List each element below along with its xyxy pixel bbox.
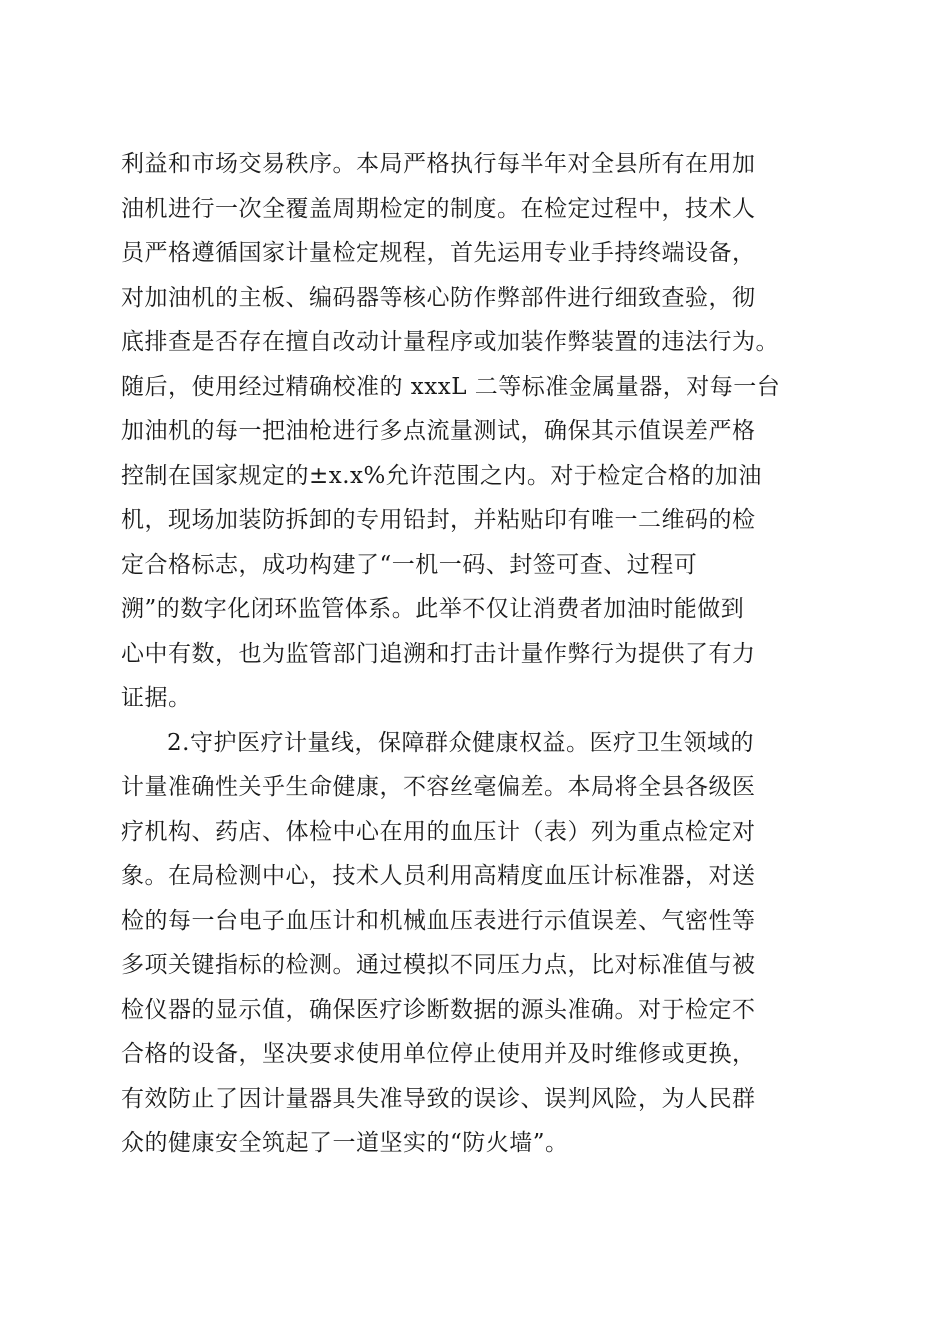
- text-line: 心中有数，也为监管部门追溯和打击计量作弊行为提供了有力: [121, 640, 756, 667]
- text-line: 检的每一台电子血压计和机械血压表进行示值误差、气密性等: [121, 907, 756, 934]
- text-line: 定合格标志，成功构建了“一机一码、封签可查、过程可: [121, 551, 698, 578]
- paragraph-fuel-dispenser-verification: [121, 142, 841, 721]
- paragraph-medical-metrology: [121, 721, 841, 1166]
- text-line: 利益和市场交易秩序。本局严格执行每半年对全县所有在用加: [121, 151, 756, 177]
- text-line: 众的健康安全筑起了一道坚实的“防火墙”。: [121, 1130, 569, 1156]
- text-line: 计量准确性关乎生命健康，不容丝毫偏差。本局将全县各级医: [121, 774, 756, 800]
- text-line: 疗机构、药店、体检中心在用的血压计（表）列为重点检定对: [121, 818, 756, 845]
- text-line: 合格的设备，坚决要求使用单位停止使用并及时维修或更换，: [121, 1041, 756, 1067]
- document-body: [121, 142, 841, 1166]
- text-line: 多项关键指标的检测。通过模拟不同压力点，比对标准值与被: [121, 952, 756, 978]
- text-line: 检仪器的显示值，确保医疗诊断数据的源头准确。对于检定不: [121, 996, 756, 1023]
- text-line: 证据。: [121, 685, 192, 711]
- text-line: 象。在局检测中心，技术人员利用高精度血压计标准器，对送: [121, 863, 756, 889]
- text-line: 溯”的数字化闭环监管体系。此举不仅让消费者加油时能做到: [121, 596, 745, 622]
- text-line: 对加油机的主板、编码器等核心防作弊部件进行细致查验，彻: [121, 284, 756, 311]
- text-line: 油机进行一次全覆盖周期检定的制度。在检定过程中，技术人: [121, 195, 756, 222]
- text-line: 机，现场加装防拆卸的专用铅封，并粘贴印有唯一二维码的检: [121, 507, 756, 533]
- text-line: 有效防止了因计量器具失准导致的误诊、误判风险，为人民群: [121, 1085, 756, 1112]
- paragraph-heading-line: 2.守护医疗计量线，保障群众健康权益。医疗卫生领域的: [167, 729, 754, 756]
- text-line: 控制在国家规定的±x.x%允许范围之内。对于检定合格的加油: [121, 462, 762, 489]
- text-line: 随后，使用经过精确校准的 xxxL 二等标准金属量器，对每一台: [121, 373, 781, 400]
- text-line: 底排查是否存在擅自改动计量程序或加装作弊装置的违法行为。: [121, 329, 779, 355]
- text-line: 加油机的每一把油枪进行多点流量测试，确保其示值误差严格: [121, 418, 756, 444]
- text-line: 员严格遵循国家计量检定规程，首先运用专业手持终端设备，: [121, 240, 756, 266]
